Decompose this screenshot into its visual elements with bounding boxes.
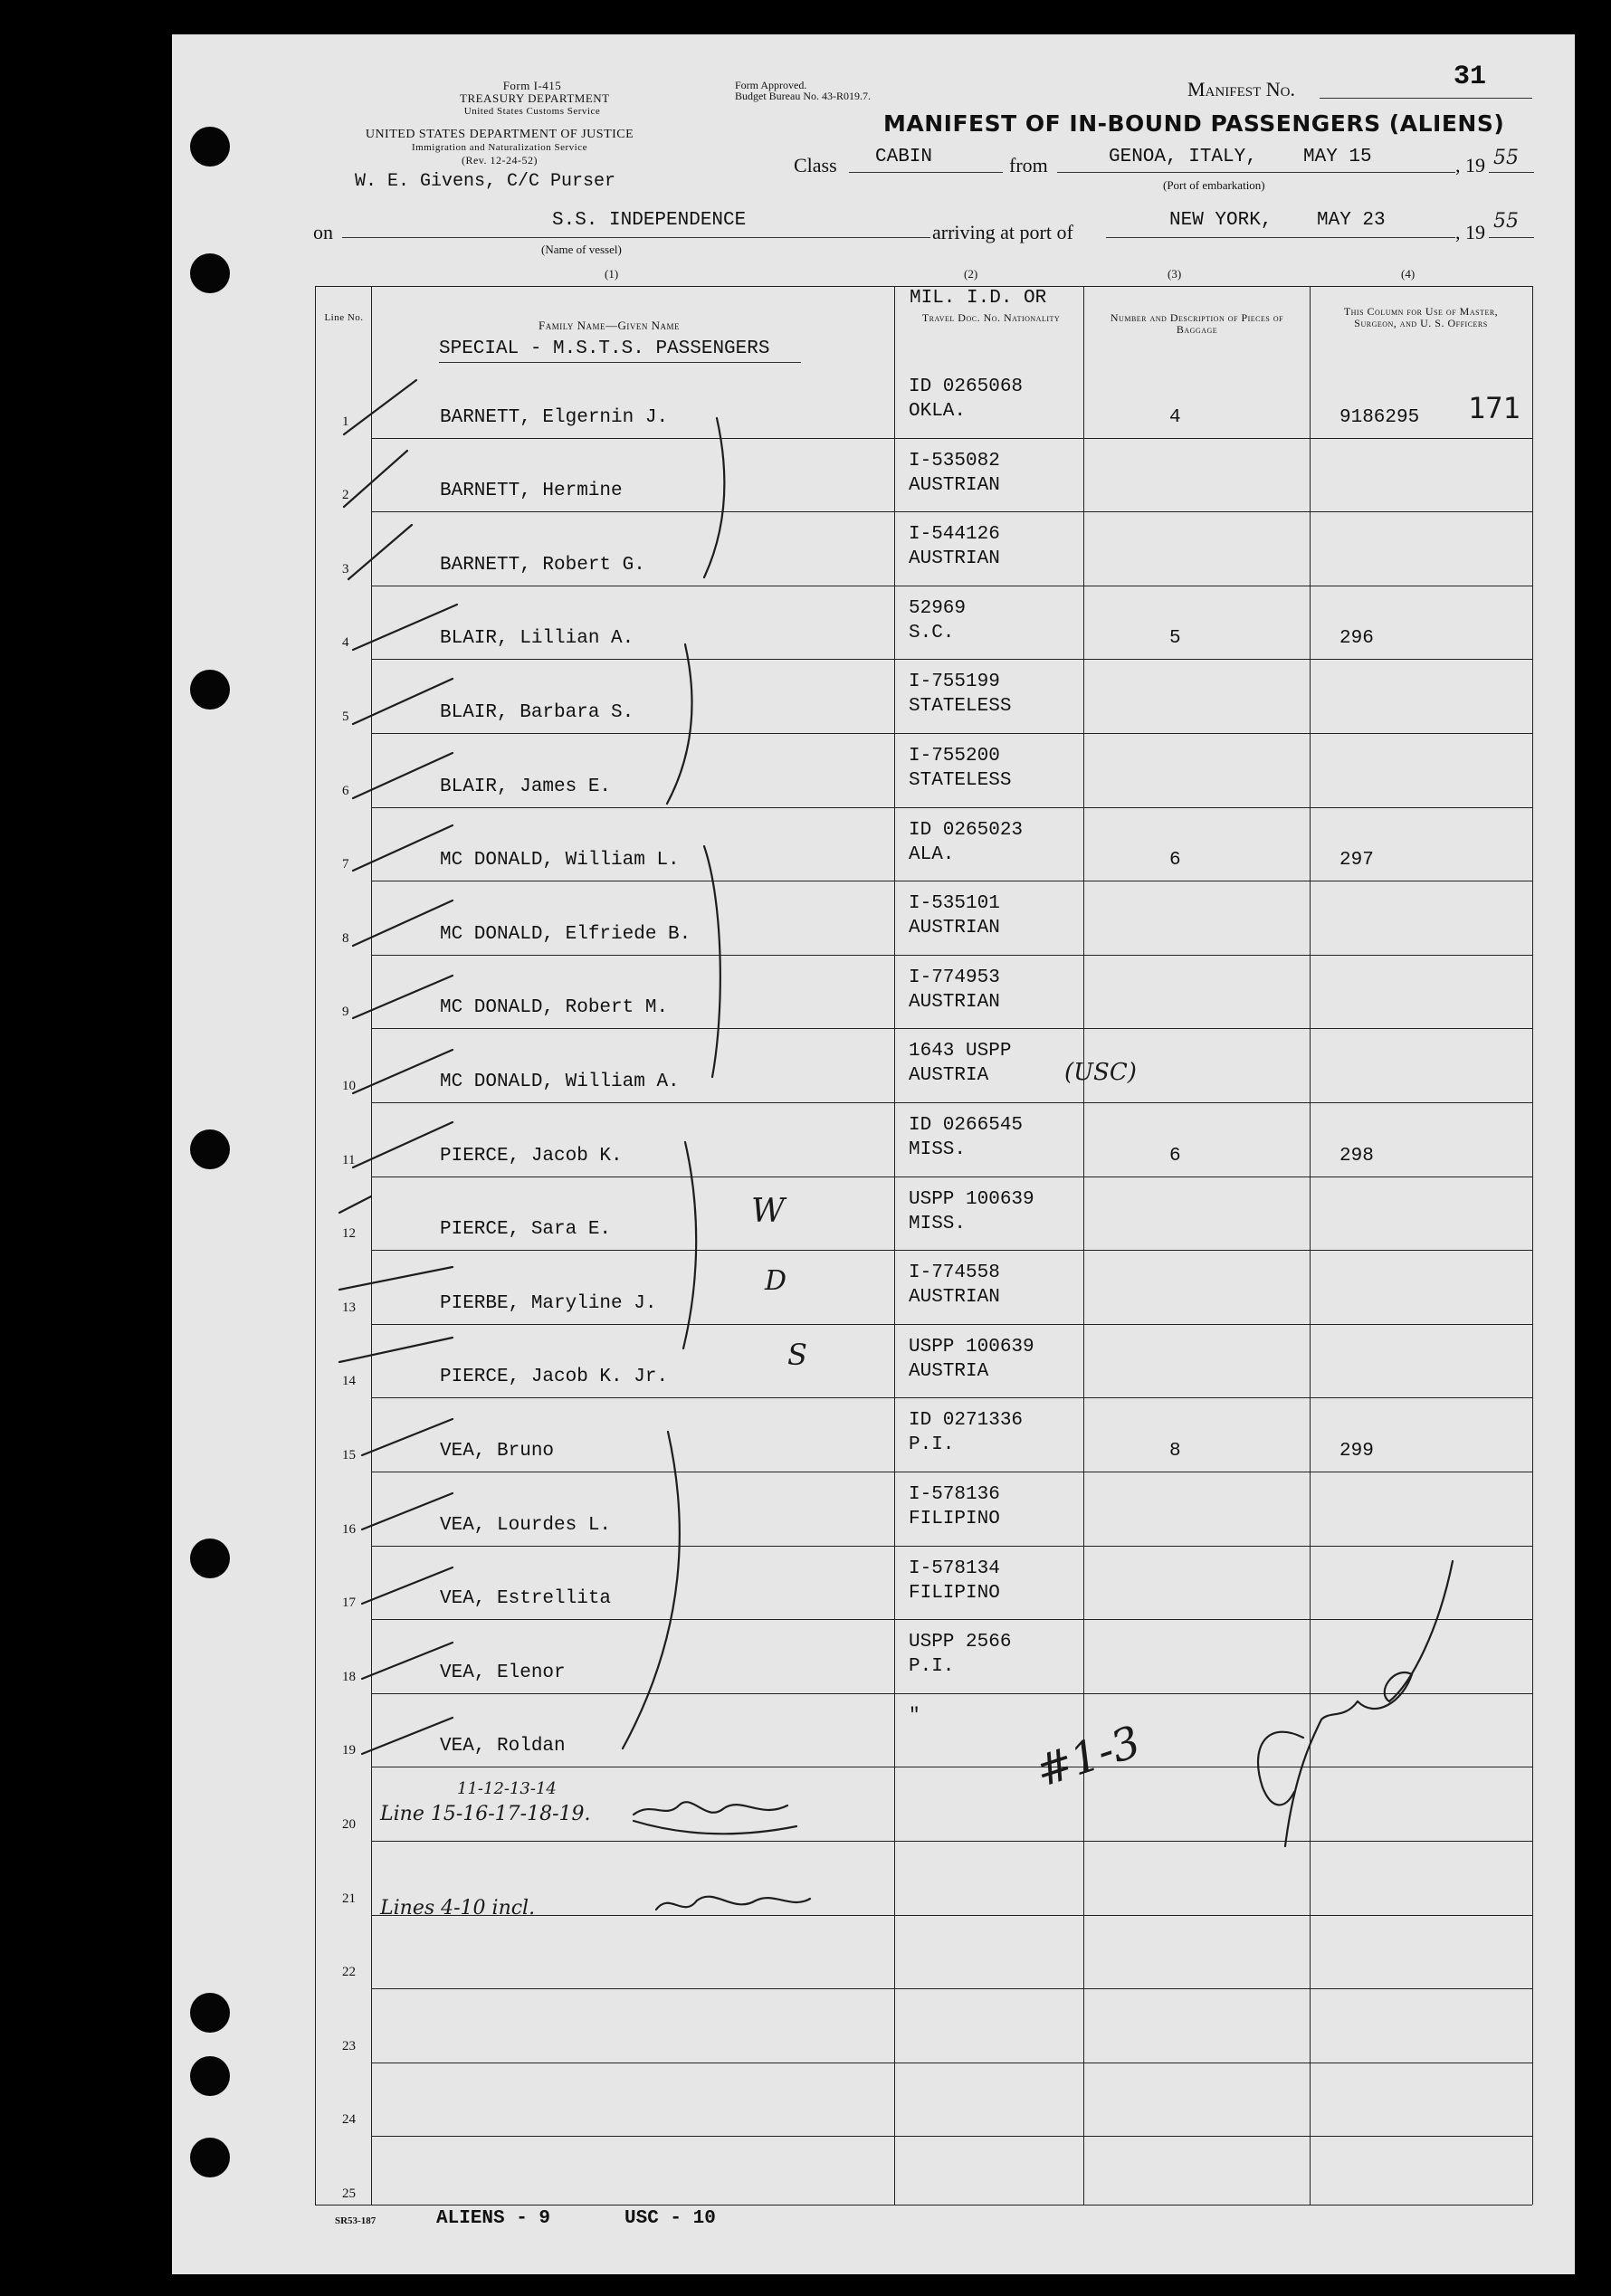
passenger-name: PIERCE, Jacob K. Jr. (440, 1367, 669, 1388)
line-no-header: Line No. (324, 312, 364, 323)
line-21-note: Lines 4-10 incl. (380, 1897, 536, 1920)
check-mark (353, 605, 457, 650)
rev-label: (Rev. 12-24-52) (461, 154, 539, 167)
line-number: 20 (342, 1817, 356, 1832)
passenger-name: PIERBE, Maryline J. (440, 1292, 657, 1314)
aliens-count: ALIENS - 9 (436, 2208, 551, 2229)
passenger-name: BLAIR, James E. (440, 776, 612, 797)
line-20-note: Line 15-16-17-18-19. (380, 1803, 591, 1825)
family-bracket (683, 1142, 696, 1348)
port-caption: (Port of embarkation) (1163, 178, 1265, 192)
check-mark (362, 1419, 453, 1455)
nationality: MISS. (909, 1139, 967, 1160)
passenger-name: VEA, Bruno (440, 1441, 555, 1462)
passenger-name: BLAIR, Lillian A. (440, 628, 634, 650)
manifest-no-label: Manifest No. (1187, 78, 1295, 100)
passenger-name: VEA, Estrellita (440, 1588, 612, 1610)
nationality: AUSTRIAN (909, 1287, 1000, 1309)
arriving-label: arriving at port of (932, 221, 1073, 243)
baggage-count: 4 (1169, 406, 1181, 428)
col-number-2: (2) (964, 267, 978, 281)
nationality: FILIPINO (909, 1582, 1000, 1604)
from-port: GENOA, ITALY, (1109, 147, 1257, 167)
travel-doc-number: ID 0265023 (909, 819, 1024, 841)
line-20-note-top: 11-12-13-14 (457, 1779, 557, 1798)
travel-doc-number: I-774953 (909, 967, 1000, 988)
purser-name: W. E. Givens, C/C Purser (355, 171, 616, 192)
vessel-name: S.S. INDEPENDENCE (552, 210, 747, 231)
passenger-name: BARNETT, Robert G. (440, 554, 645, 576)
bureau-line: Budget Bureau No. 43-R019.7. (735, 90, 871, 102)
vessel-caption: (Name of vessel) (541, 243, 622, 256)
nationality: FILIPINO (909, 1509, 1000, 1529)
passenger-name: MC DONALD, Robert M. (440, 997, 669, 1019)
line-number: 1 (342, 414, 349, 429)
line-number: 11 (342, 1152, 356, 1167)
passenger-name: MC DONALD, William L. (440, 850, 680, 872)
check-mark (353, 1050, 453, 1093)
baggage-count: 8 (1169, 1441, 1181, 1462)
s-annotation: S (787, 1338, 807, 1372)
check-mark (362, 1718, 453, 1754)
nationality: P.I. (909, 1434, 955, 1456)
page-title: MANIFEST OF IN-BOUND PASSENGERS (ALIENS) (883, 110, 1505, 137)
class-value: CABIN (875, 147, 933, 167)
nationality: OKLA. (909, 401, 967, 422)
check-mark (362, 1643, 453, 1679)
ins-label: Immigration and Naturalization Service (411, 142, 588, 153)
check-mark (353, 976, 453, 1018)
travel-doc-number: I-578134 (909, 1558, 1000, 1579)
line-number: 18 (342, 1669, 356, 1684)
check-mark (344, 451, 407, 507)
family-bracket (667, 644, 692, 804)
travel-doc-number: ID 0265068 (909, 376, 1024, 397)
page-sequence-number: 171 (1468, 391, 1520, 425)
travel-doc-number: USPP 100639 (909, 1188, 1034, 1210)
travel-doc-number: I-755200 (909, 746, 1000, 767)
treasury-label: TREASURY DEPARTMENT (460, 91, 610, 105)
officer-column-value: 296 (1339, 628, 1374, 650)
line-number: 9 (342, 1005, 349, 1020)
check-mark (362, 1493, 453, 1529)
line-number: 3 (342, 561, 349, 576)
officers-header: This Column for Use of Master, Surgeon, and U. S. Officers (1343, 305, 1499, 329)
officer-column-value: 298 (1339, 1145, 1374, 1167)
line-number: 21 (342, 1891, 356, 1906)
line-number: 23 (342, 2038, 356, 2053)
col-number-3: (3) (1168, 267, 1182, 281)
officer-column-value: 299 (1339, 1441, 1374, 1462)
nationality: AUSTRIAN (909, 991, 1000, 1013)
w-annotation: W (751, 1193, 786, 1230)
nationality: ALA. (909, 843, 955, 865)
line-number: 16 (342, 1521, 356, 1537)
passenger-name: VEA, Elenor (440, 1662, 566, 1683)
travel-doc-number: I-578136 (909, 1484, 1000, 1505)
line-number: 6 (342, 783, 349, 798)
nationality: AUSTRIAN (909, 918, 1000, 939)
travel-doc-number: 1643 USPP (909, 1041, 1012, 1062)
line-number: 4 (342, 635, 349, 651)
manifest-number: 31 (1454, 62, 1487, 92)
nationality: AUSTRIA (909, 1065, 989, 1087)
travel-doc-number: 52969 (909, 597, 967, 619)
line-number: 17 (342, 1596, 356, 1611)
hash-note: #1-3 (1029, 1716, 1147, 1797)
d-annotation: D (765, 1265, 787, 1297)
travel-doc-number: USPP 2566 (909, 1632, 1012, 1653)
nationality: AUSTRIA (909, 1360, 989, 1382)
class-label: Class (794, 154, 837, 176)
nationality: STATELESS (909, 770, 1012, 791)
line-number: 13 (342, 1300, 356, 1315)
col-number-4: (4) (1401, 267, 1416, 281)
check-mark (353, 825, 453, 871)
line-number: 7 (342, 857, 349, 872)
form-code: SR53-187 (335, 2215, 377, 2226)
from-year: 55 (1493, 147, 1519, 169)
col-number-1: (1) (605, 267, 619, 281)
form-number: Form I-415 (502, 79, 562, 92)
check-mark (344, 380, 416, 434)
check-mark (353, 1122, 453, 1167)
check-mark (353, 900, 453, 946)
family-bracket (704, 418, 724, 577)
from-date: MAY 15 (1303, 147, 1372, 167)
travel-doc-number: " (909, 1705, 920, 1727)
officer-column-value: 297 (1339, 850, 1374, 872)
travel-doc-number: I-535101 (909, 893, 1000, 915)
travel-doc-number: I-774558 (909, 1262, 1000, 1284)
travel-doc-number: USPP 100639 (909, 1336, 1034, 1358)
line-number: 12 (342, 1226, 356, 1242)
nationality: AUSTRIAN (909, 548, 1000, 570)
line-number: 24 (342, 2112, 356, 2128)
arrival-year: 55 (1493, 210, 1519, 233)
approval-line: Form Approved. (735, 79, 807, 91)
baggage-header: Number and Description of Pieces of Baggage (1110, 311, 1284, 336)
line-number: 5 (342, 710, 349, 724)
passenger-name: PIERCE, Jacob K. (440, 1145, 623, 1167)
line-number: 15 (342, 1448, 356, 1462)
line-number: 10 (342, 1079, 356, 1093)
line-number: 2 (342, 488, 349, 503)
on-label: on (313, 221, 333, 243)
check-mark (362, 1567, 453, 1604)
passenger-name: VEA, Lourdes L. (440, 1514, 612, 1536)
baggage-count: 6 (1169, 850, 1181, 872)
check-mark (339, 1267, 453, 1290)
line-number: 25 (342, 2186, 356, 2201)
name-header: Family Name—Given Name (539, 319, 680, 332)
arrival-year-prefix: , 19 (1455, 221, 1485, 243)
from-year-prefix: , 19 (1455, 154, 1485, 176)
check-mark (353, 679, 453, 724)
travel-doc-number: ID 0271336 (909, 1410, 1024, 1432)
line-number: 19 (342, 1743, 356, 1758)
baggage-count: 5 (1169, 628, 1181, 650)
line-number: 22 (342, 1965, 356, 1980)
passenger-name: BARNETT, Elgernin J. (440, 406, 669, 428)
usc-count: USC - 10 (624, 2208, 716, 2229)
nationality: AUSTRIAN (909, 474, 1000, 496)
customs-label: United States Customs Service (463, 106, 601, 117)
passenger-name: VEA, Roldan (440, 1736, 566, 1758)
arrival-port: NEW YORK, (1169, 210, 1273, 231)
family-bracket (704, 846, 720, 1077)
travel-doc-number: I-535082 (909, 450, 1000, 472)
baggage-count: 6 (1169, 1145, 1181, 1167)
check-mark (339, 1338, 453, 1362)
mil-id-header: MIL. I.D. OR (910, 288, 1047, 309)
nationality: P.I. (909, 1656, 955, 1678)
nationality: S.C. (909, 622, 955, 643)
passenger-name: MC DONALD, Elfriede B. (440, 923, 691, 945)
travel-doc-number: ID 0266545 (909, 1115, 1024, 1136)
arrival-date: MAY 23 (1317, 210, 1386, 231)
travel-doc-number: I-544126 (909, 524, 1000, 546)
line-number: 8 (342, 930, 349, 946)
passenger-name: MC DONALD, William A. (440, 1072, 680, 1092)
passenger-name: BLAIR, Barbara S. (440, 702, 634, 723)
check-mark (339, 1196, 371, 1213)
check-mark (348, 525, 412, 579)
travel-doc-header: Travel Doc. No. Nationality (921, 311, 1061, 324)
line-number: 14 (342, 1374, 356, 1389)
special-passengers-label: SPECIAL - M.S.T.S. PASSENGERS (439, 338, 770, 359)
justice-label: UNITED STATES DEPARTMENT OF JUSTICE (365, 128, 634, 141)
nationality: MISS. (909, 1213, 967, 1234)
passenger-name: PIERCE, Sara E. (440, 1219, 612, 1241)
passenger-name: BARNETT, Hermine (440, 481, 623, 502)
travel-doc-number: I-755199 (909, 672, 1000, 693)
check-mark (353, 753, 453, 798)
from-label: from (1009, 154, 1048, 176)
usc-annotation: (USC) (1064, 1059, 1137, 1086)
nationality: STATELESS (909, 696, 1012, 718)
officer-column-value: 9186295 (1339, 406, 1420, 428)
family-bracket (623, 1432, 680, 1748)
